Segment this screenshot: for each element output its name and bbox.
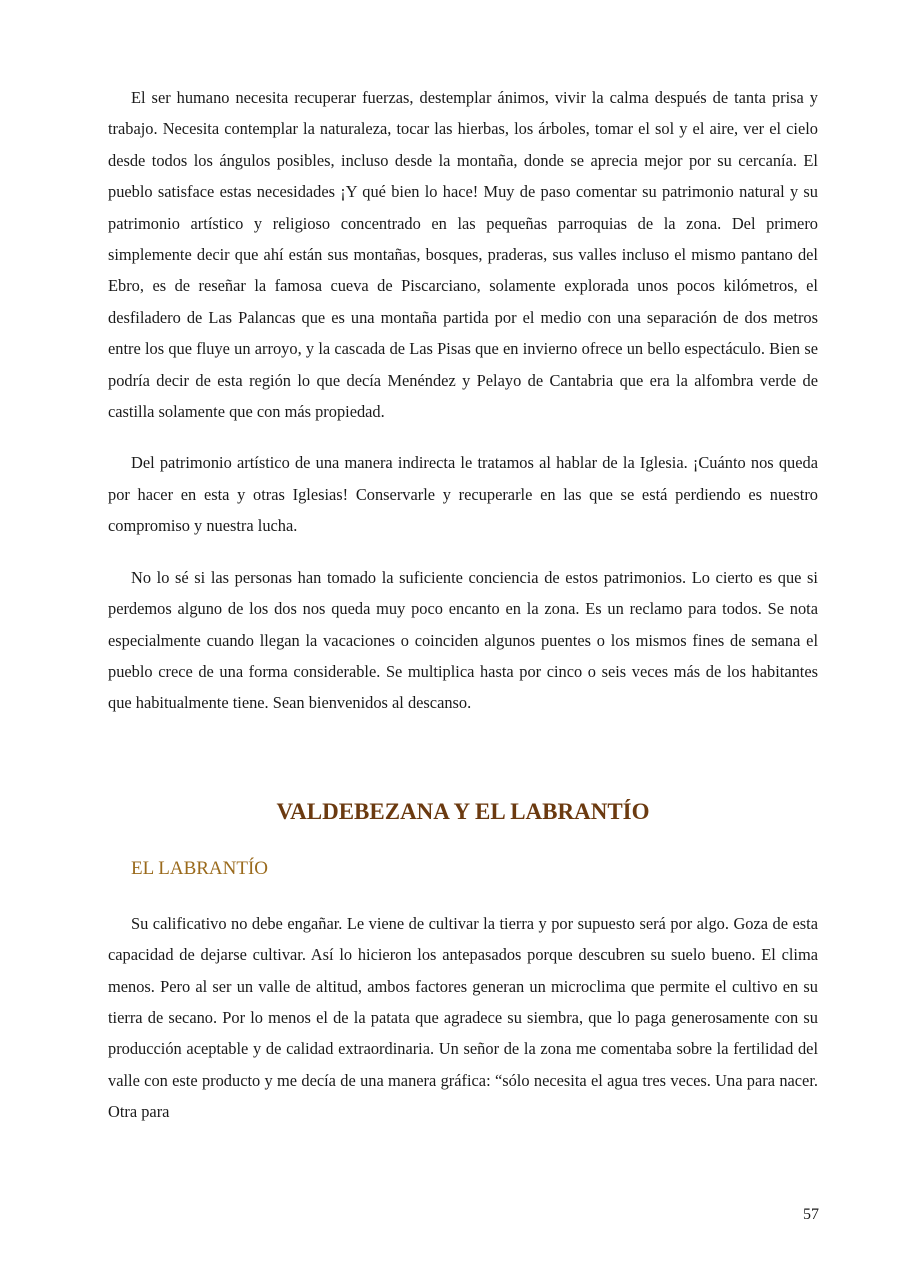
page-number: 57 <box>803 1206 819 1223</box>
paragraph-labrantio: Su calificativo no debe engañar. Le viene de cultivar la tierra y por supuesto será por algo. Goza de esta capacidad de dejarse cultivar. Así lo hicieron los antepasados porque descubren su suelo bueno. El clima menos. Pero al ser un valle de altitud, ambos factores generan un microclima que permite el cultivo en su tierra de secano. Por lo menos el de la patata que agradece su siembra, que lo paga generosamente con su producción aceptable y de calidad extraordinaria. Un señor de la zona me comentaba sobre la fertilidad del valle con este producto y me decía de una manera gráfica: “sólo necesita el agua tres veces. Una para nacer. Otra para <box>108 913 818 1122</box>
document-page <box>108 82 818 1128</box>
paragraph-artistic-heritage: Del patrimonio artístico de una manera indirecta le tratamos al hablar de la Iglesia. ¡Cuánto nos queda por hacer en esta y otras Iglesias! Conservarle y recuperarle en las que se está perdiendo es nuestro compromiso y nuestra lucha. <box>108 453 818 536</box>
section-title: VALDEBEZANA Y EL LABRANTÍO <box>276 798 650 824</box>
paragraph-awareness: No lo sé si las personas han tomado la suficiente conciencia de estos patrimonios. Lo cierto es que si perdemos alguno de los dos nos queda muy poco encanto en la zona. Es un reclamo para todos. Se nota especialmente cuando llegan la vacaciones o coinciden algunos puentes o los mismos fines de semana el pueblo crece de una forma considerable. Se multiplica hasta por cinco o seis veces más de los habitantes que habitualmente tiene. Sean bienvenidos al descanso. <box>108 567 818 713</box>
section-subtitle: EL LABRANTÍO <box>131 857 269 879</box>
paragraph-nature-heritage: El ser humano necesita recuperar fuerzas, destemplar ánimos, vivir la calma después de tanta prisa y trabajo. Necesita contemplar la naturaleza, tocar las hierbas, los árboles, tomar el sol y el aire, ver el cielo desde todos los ángulos posibles, incluso desde la montaña, donde se aprecia mejor por su cercanía. El pueblo satisface estas necesidades ¡Y qué bien lo hace! Muy de paso comentar su patrimonio natural y su patrimonio artístico y religioso concentrado en las pequeñas parroquias de la zona. Del primero simplemente decir que ahí están sus montañas, bosques, praderas, sus valles incluso el mismo pantano del Ebro, es de reseñar la famosa cueva de Piscarciano, solamente explorada unos pocos kilómetros, el desfiladero de Las Palancas que es una montaña partida por el medio con una separación de dos metros entre los que fluye un arroyo, y la cascada de Las Pisas que en invierno ofrece un bello espectáculo. Bien se podría decir de esta región lo que decía Menéndez y Pelayo de Cantabria que era la alfombra verde de castilla solamente que con más propiedad. <box>108 88 818 422</box>
